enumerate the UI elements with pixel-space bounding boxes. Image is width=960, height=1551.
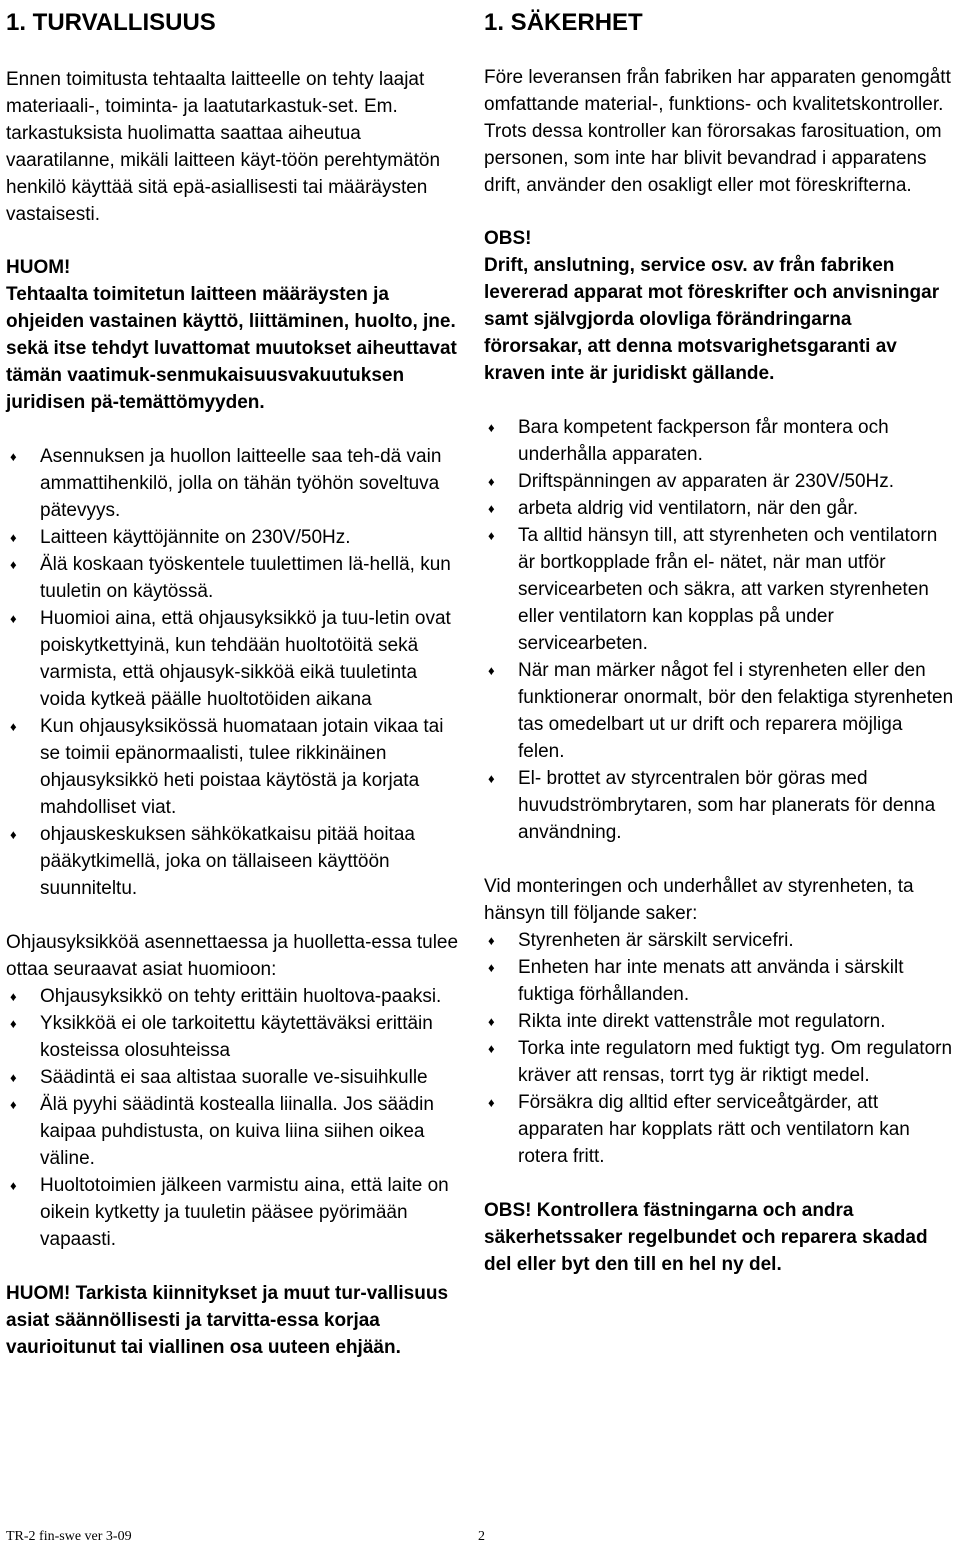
footer-page-number: 2 (478, 1529, 485, 1544)
install-intro-fi: Ohjausyksikköä asennettaessa ja huolletta-essa tulee ottaa seuraavat asiat huomioon: (6, 932, 459, 980)
list-item: ♦ Yksikköä ei ole tarkoitettu käytettäväksi erittäin kosteissa olosuhteissa (6, 1010, 464, 1064)
section-title-sv: 1. SÄKERHET (484, 9, 643, 36)
list-item: ♦ Ohjausyksikkö on tehty erittäin huoltova-paaksi. (6, 983, 464, 1010)
diamond-bullet-icon: ♦ (488, 501, 495, 516)
diamond-bullet-icon: ♦ (10, 1097, 17, 1112)
list-item: ♦ Torka inte regulatorn med fuktigt tyg. Om regulatorn kräver att rensas, torrt tyg är riktigt medel. (484, 1035, 954, 1089)
list-item: ♦ ohjauskeskuksen sähkökatkaisu pitää hoitaa pääkytkimellä, joka on tällaiseen käyttöön suunniteltu. (6, 821, 464, 902)
final-note-fi: HUOM! Tarkista kiinnitykset ja muut tur-vallisuus asiat säännöllisesti ja tarvitta-essa korjaa vaurioitunut tai viallinen osa uuteen ehjään. (6, 1283, 449, 1358)
diamond-bullet-icon: ♦ (10, 1070, 17, 1085)
diamond-bullet-icon: ♦ (10, 989, 17, 1004)
list-item: ♦ Asennuksen ja huollon laitteelle saa teh-dä vain ammattihenkilö, jolla on tähän työhön soveltuva pätevyys. (6, 443, 464, 524)
diamond-bullet-icon: ♦ (488, 420, 495, 435)
safety-list-fi (6, 443, 464, 902)
diamond-bullet-icon: ♦ (488, 933, 495, 948)
diamond-bullet-icon: ♦ (488, 528, 495, 543)
intro-paragraph-sv: Före leveransen från fabriken har apparaten genomgått omfattande material-, funktions- och kvalitetskontroller. Trots dessa kontroller kan förorsakas farosituation, om personen, som inte har blivit bevandrad i apparatens drift, använder den osakligt eller mot föreskrifterna. (484, 67, 951, 196)
diamond-bullet-icon: ♦ (10, 557, 17, 572)
install-list-sv (484, 927, 954, 1170)
list-item: ♦ Rikta inte direkt vattenstråle mot regulatorn. (484, 1008, 954, 1035)
install-list-fi (6, 983, 464, 1253)
list-item: ♦ Huoltotoimien jälkeen varmistu aina, että laite on oikein kytketty ja tuuletin pääsee pyörimään vapaasti. (6, 1172, 464, 1253)
diamond-bullet-icon: ♦ (10, 1016, 17, 1031)
diamond-bullet-icon: ♦ (488, 663, 495, 678)
diamond-bullet-icon: ♦ (488, 1014, 495, 1029)
list-item: ♦ Styrenheten är särskilt servicefri. (484, 927, 954, 954)
swedish-column (484, 6, 954, 1278)
list-item: ♦ Säädintä ei saa altistaa suoralle ve-sisuihkulle (6, 1064, 464, 1091)
diamond-bullet-icon: ♦ (488, 771, 495, 786)
list-item: ♦ Älä pyyhi säädintä kostealla liinalla. Jos säädin kaipaa puhdistusta, on kuiva liina siihen oikea väline. (6, 1091, 464, 1172)
list-item: ♦ Driftspänningen av apparaten är 230V/50Hz. (484, 468, 954, 495)
install-intro-sv: Vid monteringen och underhållet av styrenheten, ta hänsyn till följande saker: (484, 876, 914, 924)
diamond-bullet-icon: ♦ (10, 719, 17, 734)
note-text-fi: Tehtaalta toimitetun laitteen määräysten ja ohjeiden vastainen käyttö, liittäminen, huolto, jne. sekä itse tehdyt luvattomat muutokset aiheuttavat tämän vaatimuk-senmukaisuusvakuutuksen juridisen pä-temättömyyden. (6, 284, 457, 413)
list-item: ♦ El- brottet av styrcentralen bör göras med huvudströmbrytaren, som har planerats för denna användning. (484, 765, 954, 846)
diamond-bullet-icon: ♦ (10, 827, 17, 842)
note-label-fi: HUOM! (6, 257, 71, 278)
diamond-bullet-icon: ♦ (488, 960, 495, 975)
footer-doc-id: TR-2 fin-swe ver 3-09 (6, 1529, 132, 1544)
note-text-sv: Drift, anslutning, service osv. av från fabriken levererad apparat mot föreskrifter och anvisningar samt självgjorda olovliga förändringarna förorsakar, att denna motsvarighetsgaranti av kraven inte är juridiskt gällande. (484, 255, 940, 384)
section-title-fi: 1. TURVALLISUUS (6, 9, 216, 36)
finnish-column (6, 6, 464, 1361)
diamond-bullet-icon: ♦ (10, 530, 17, 545)
list-item: ♦ Älä koskaan työskentele tuulettimen lä-hellä, kun tuuletin on käytössä. (6, 551, 464, 605)
list-item: ♦ Huomioi aina, että ohjausyksikkö ja tuu-letin ovat poiskytkettyinä, kun tehdään huoltotöitä sekä varmista, että ohjausyk-sikköä eikä tuuletinta voida kytkeä päälle huoltotöiden aikana (6, 605, 464, 713)
diamond-bullet-icon: ♦ (10, 611, 17, 626)
list-item: ♦ Laitteen käyttöjännite on 230V/50Hz. (6, 524, 464, 551)
diamond-bullet-icon: ♦ (10, 449, 17, 464)
list-item: ♦ Bara kompetent fackperson får montera och underhålla apparaten. (484, 414, 954, 468)
intro-paragraph-fi: Ennen toimitusta tehtaalta laitteelle on tehty laajat materiaali-, toiminta- ja laatutarkastuk-set. Em. tarkastuksista huolimatta saattaa aiheutua vaaratilanne, mikäli laitteen käyt-töön perehtymätön henkilö käyttää sitä epä-asiallisesti tai määräysten vastaisesti. (6, 69, 441, 225)
final-note-sv: OBS! Kontrollera fästningarna och andra säkerhetssaker regelbundet och reparera skadad del eller byt den till en hel ny del. (484, 1200, 928, 1275)
safety-list-sv (484, 414, 954, 846)
note-label-sv: OBS! (484, 228, 532, 249)
diamond-bullet-icon: ♦ (488, 474, 495, 489)
list-item: ♦ Enheten har inte menats att använda i särskilt fuktiga förhållanden. (484, 954, 954, 1008)
list-item: ♦ arbeta aldrig vid ventilatorn, när den går. (484, 495, 954, 522)
list-item: ♦ Ta alltid hänsyn till, att styrenheten och ventilatorn är bortkopplade från el- nätet, när man utför servicearbeten och säkra, att varken styrenheten eller ventilatorn kan kopplas på under servicearbeten. (484, 522, 954, 657)
list-item: ♦ När man märker något fel i styrenheten eller den funktionerar onormalt, bör den felaktiga styrenheten tas omedelbart ut ur drift och reparera möjliga felen. (484, 657, 954, 765)
list-item: ♦ Försäkra dig alltid efter serviceåtgärder, att apparaten har kopplats rätt och ventilatorn kan rotera fritt. (484, 1089, 954, 1170)
list-item: ♦ Kun ohjausyksikössä huomataan jotain vikaa tai se toimii epänormaalisti, tulee rikkinäinen ohjausyksikkö heti poistaa käytöstä ja korjata mahdolliset viat. (6, 713, 464, 821)
diamond-bullet-icon: ♦ (10, 1178, 17, 1193)
diamond-bullet-icon: ♦ (488, 1095, 495, 1110)
diamond-bullet-icon: ♦ (488, 1041, 495, 1056)
